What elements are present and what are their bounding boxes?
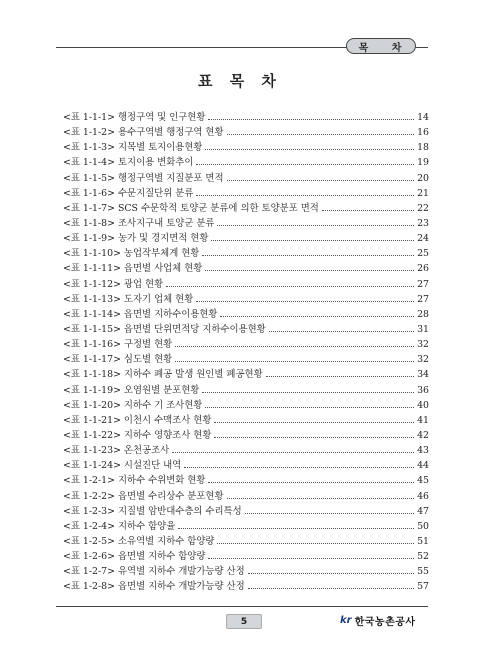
- dot-leader: [208, 119, 414, 120]
- toc-entry[interactable]: [63, 201, 429, 216]
- dot-leader: [166, 286, 414, 287]
- dot-leader: [322, 210, 414, 211]
- toc-entry[interactable]: [63, 352, 429, 367]
- toc-entry-page: 57: [417, 581, 429, 593]
- toc-entry[interactable]: [63, 292, 429, 307]
- toc-entry[interactable]: [63, 246, 429, 261]
- toc-entry-label: <표 1-1-3> 지목별 토지이용현황: [63, 142, 203, 154]
- dot-leader: [220, 316, 414, 317]
- dot-leader: [217, 543, 414, 544]
- toc-entry-page: 26: [417, 263, 429, 275]
- toc-entry-label: <표 1-1-8> 조사지구내 토양군 분류: [63, 217, 215, 229]
- toc-entry-page: 42: [417, 429, 429, 441]
- toc-entry-label: <표 1-1-6> 수문지질단위 분류: [63, 187, 194, 199]
- dot-leader: [205, 149, 414, 150]
- section-tab: 목 차: [346, 38, 416, 54]
- dot-leader: [211, 240, 414, 241]
- toc-entry[interactable]: [63, 549, 429, 564]
- toc-entry-label: <표 1-2-4> 지하수 함양율: [63, 520, 176, 532]
- toc-entry[interactable]: [63, 307, 429, 322]
- toc-entry[interactable]: [63, 261, 429, 276]
- toc-entry-page: 45: [417, 475, 429, 487]
- dot-leader: [214, 422, 414, 423]
- toc-entry-label: <표 1-1-13> 도자기 업체 현황: [63, 293, 194, 305]
- dot-leader: [202, 255, 414, 256]
- toc-entry-page: 16: [417, 127, 429, 139]
- toc-entry[interactable]: [63, 564, 429, 579]
- toc-entry-page: 21: [417, 187, 429, 199]
- toc-entry[interactable]: [63, 489, 429, 504]
- toc-entry-label: <표 1-2-6> 읍면별 지하수 함양량: [63, 551, 206, 563]
- toc-entry-label: <표 1-1-19> 오염원별 분포현황: [63, 384, 200, 396]
- dot-leader: [196, 195, 414, 196]
- toc-entry[interactable]: [63, 155, 429, 170]
- toc-entry-label: <표 1-1-4> 토지이용 변화추이: [63, 157, 194, 169]
- toc-entry[interactable]: [63, 231, 429, 246]
- dot-leader: [248, 588, 414, 589]
- toc-entry-page: 22: [417, 202, 429, 214]
- toc-entry-page: 32: [417, 354, 429, 366]
- dot-leader: [184, 467, 414, 468]
- dot-leader: [205, 407, 414, 408]
- toc-entry[interactable]: [63, 125, 429, 140]
- toc-entry[interactable]: [63, 398, 429, 413]
- toc-entry-page: 24: [417, 233, 429, 245]
- toc-entry-label: <표 1-1-9> 농가 및 경지면적 현황: [63, 233, 209, 245]
- toc-entry[interactable]: [63, 367, 429, 382]
- toc-entry-label: <표 1-1-14> 읍면별 지하수이용현황: [63, 308, 218, 320]
- toc-entry-page: 14: [417, 112, 429, 123]
- dot-leader: [175, 361, 414, 362]
- page-number: 5: [226, 614, 262, 629]
- dot-leader: [208, 482, 414, 483]
- toc-entry-label: <표 1-1-21> 이천시 수맥조사 현황: [63, 414, 212, 426]
- toc-entry-label: <표 1-1-16> 구정별 현황: [63, 339, 173, 351]
- table-of-contents: [63, 110, 429, 595]
- toc-entry-page: 20: [417, 172, 429, 184]
- dot-leader: [248, 573, 414, 574]
- dot-leader: [217, 225, 414, 226]
- toc-entry-label: <표 1-1-10> 농업작부체계 현황: [63, 248, 200, 260]
- toc-entry-page: 44: [417, 460, 429, 472]
- toc-entry[interactable]: [63, 579, 429, 594]
- page-title: 표 목 차: [198, 72, 282, 90]
- footer-rule: [56, 606, 428, 607]
- toc-entry-page: 19: [417, 157, 429, 169]
- toc-entry-label: <표 1-1-20> 지하수 기 조사현황: [63, 399, 203, 411]
- toc-entry[interactable]: [63, 277, 429, 292]
- dot-leader: [266, 376, 414, 377]
- toc-entry-label: <표 1-2-1> 지하수 수위변화 현황: [63, 475, 206, 487]
- toc-entry-page: 50: [417, 520, 429, 532]
- toc-entry-page: 34: [417, 369, 429, 381]
- toc-entry[interactable]: [63, 504, 429, 519]
- toc-entry-page: 31: [417, 323, 429, 335]
- brand-name: 한국농촌공사: [354, 616, 416, 628]
- toc-entry[interactable]: [63, 413, 429, 428]
- dot-leader: [196, 164, 414, 165]
- dot-leader: [245, 513, 414, 514]
- toc-entry-label: <표 1-2-7> 유역별 지하수 개발가능량 산정: [63, 566, 245, 578]
- toc-entry-label: <표 1-1-2> 용수구역별 행정구역 현황: [63, 127, 224, 139]
- toc-entry-page: 40: [417, 399, 429, 411]
- toc-entry-page: 52: [417, 551, 429, 563]
- toc-entry[interactable]: [63, 519, 429, 534]
- toc-entry-label: <표 1-1-17> 심도별 현황: [63, 354, 173, 366]
- toc-entry-page: 55: [417, 566, 429, 578]
- toc-entry[interactable]: [63, 428, 429, 443]
- dot-leader: [202, 392, 414, 393]
- toc-entry[interactable]: [63, 216, 429, 231]
- dot-leader: [214, 437, 414, 438]
- toc-entry[interactable]: [63, 322, 429, 337]
- brand-logo: [340, 612, 416, 628]
- toc-entry-label: <표 1-1-23> 온천공조사: [63, 445, 170, 457]
- dot-leader: [227, 498, 414, 499]
- dot-leader: [208, 558, 414, 559]
- dot-leader: [205, 270, 414, 271]
- toc-entry-page: 18: [417, 142, 429, 154]
- toc-entry[interactable]: [63, 140, 429, 155]
- toc-entry-label: <표 1-1-24> 시설진단 내역: [63, 460, 182, 472]
- toc-entry-label: <표 1-2-3> 지질별 암반대수층의 수리특성: [63, 505, 242, 517]
- toc-entry-label: <표 1-2-8> 읍면별 지하수 개발가능량 산정: [63, 581, 245, 593]
- dot-leader: [175, 346, 414, 347]
- toc-entry-label: <표 1-1-15> 읍면별 단위면적당 지하수이용현황: [63, 323, 266, 335]
- toc-entry-label: <표 1-1-18> 지하수 폐공 발생 원인별 폐공현황: [63, 369, 263, 381]
- toc-entry-page: 47: [417, 505, 429, 517]
- dot-leader: [196, 301, 414, 302]
- toc-entry[interactable]: [63, 337, 429, 352]
- toc-entry-page: 23: [417, 217, 429, 229]
- toc-entry[interactable]: [63, 383, 429, 398]
- toc-entry[interactable]: [63, 186, 429, 201]
- toc-entry[interactable]: [63, 443, 429, 458]
- toc-entry[interactable]: [63, 110, 429, 125]
- toc-entry-label: <표 1-1-5> 행정구역별 지질분포 면적: [63, 172, 224, 184]
- toc-entry-page: 41: [417, 414, 429, 426]
- toc-entry-label: <표 1-2-2> 읍면별 수리상수 분포현황: [63, 490, 224, 502]
- dot-leader: [178, 528, 414, 529]
- toc-entry-label: <표 1-2-5> 소유역별 지하수 함양량: [63, 535, 215, 547]
- toc-entry-page: 27: [417, 293, 429, 305]
- dot-leader: [172, 452, 414, 453]
- toc-entry-page: 43: [417, 445, 429, 457]
- toc-entry-page: 25: [417, 248, 429, 260]
- toc-entry[interactable]: [63, 473, 429, 488]
- toc-entry-page: 36: [417, 384, 429, 396]
- dot-leader: [269, 331, 414, 332]
- toc-entry[interactable]: [63, 458, 429, 473]
- toc-entry-page: 28: [417, 308, 429, 320]
- toc-entry-label: <표 1-1-12> 광업 현황: [63, 278, 164, 290]
- toc-entry-label: <표 1-1-1> 행정구역 및 인구현황: [63, 112, 206, 123]
- brand-mark-icon: kr: [340, 614, 352, 626]
- toc-entry-page: 27: [417, 278, 429, 290]
- dot-leader: [227, 180, 414, 181]
- toc-entry[interactable]: [63, 534, 429, 549]
- toc-entry[interactable]: [63, 171, 429, 186]
- toc-entry-label: <표 1-1-22> 지하수 영향조사 현황: [63, 429, 212, 441]
- toc-entry-page: 51: [417, 535, 429, 547]
- toc-entry-label: <표 1-1-7> SCS 수문학적 토양군 분류에 의한 토양분포 면적: [63, 202, 319, 214]
- toc-entry-label: <표 1-1-11> 읍면별 사업체 현황: [63, 263, 203, 275]
- toc-entry-page: 32: [417, 339, 429, 351]
- toc-entry-page: 46: [417, 490, 429, 502]
- dot-leader: [227, 134, 414, 135]
